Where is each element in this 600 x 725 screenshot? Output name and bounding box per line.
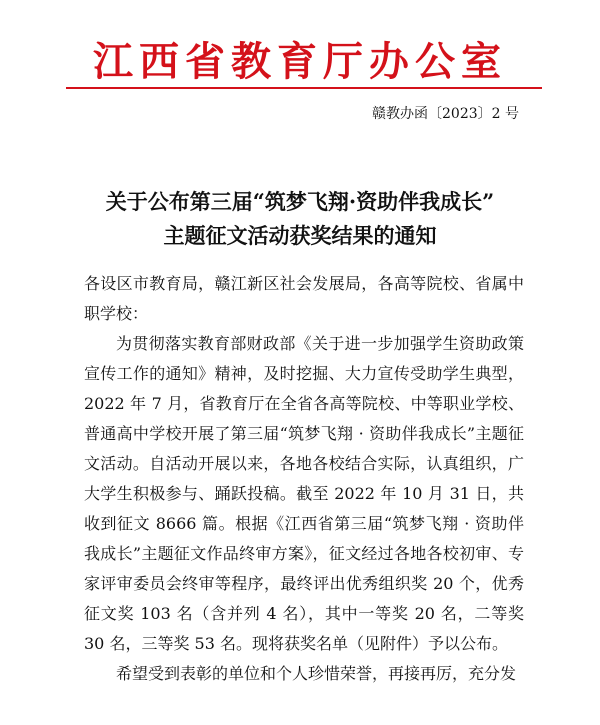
notice-title xyxy=(0,185,600,253)
body-paragraph-1: 为贯彻落实教育部财政部《关于进一步加强学生资助政策宣传工作的通知》精神，及时挖掘、大力宣传受助学生典型，2022 年 7 月，省教育厅在全省各高等院校、中等职业学校、普通高中学校开展了第三届“筑梦飞翔 · 资助伴我成长”主题征文活动。自活动开展以来，各地各校结合实际，认真组织，广大学生积极参与、踊跃投稿。截至 2022 年 10 月 31 日，共收到征文 8666 篇。根据《江西省第三届“筑梦飞翔 · 资助伴我成长”主题征文作品终审方案》，征文经过各地各校初审、专家评审委员会终审等程序，最终评出优秀组织奖 20 个，优秀征文奖 103 名（含并列 4 名），其中一等奖 20 名，二等奖 30 名，三等奖 53 名。现将获奖名单（见附件）予以公布。 xyxy=(84,334,524,653)
document-number: 赣教办函〔2023〕2 号 xyxy=(372,106,519,122)
notice-body xyxy=(84,269,524,689)
salutation: 各设区市教育局，赣江新区社会发展局，各高等院校、省属中职学校： xyxy=(84,274,524,323)
body-paragraph-2: 希望受到表彰的单位和个人珍惜荣誉，再接再厉，充分发 xyxy=(116,664,517,683)
issuing-office-header: 江西省教育厅办公室 xyxy=(93,38,507,85)
notice-title-line-1: 关于公布第三届“筑梦飞翔·资助伴我成长” xyxy=(105,189,495,214)
red-header-rule xyxy=(66,87,542,89)
notice-title-line-2: 主题征文活动获奖结果的通知 xyxy=(163,223,437,248)
